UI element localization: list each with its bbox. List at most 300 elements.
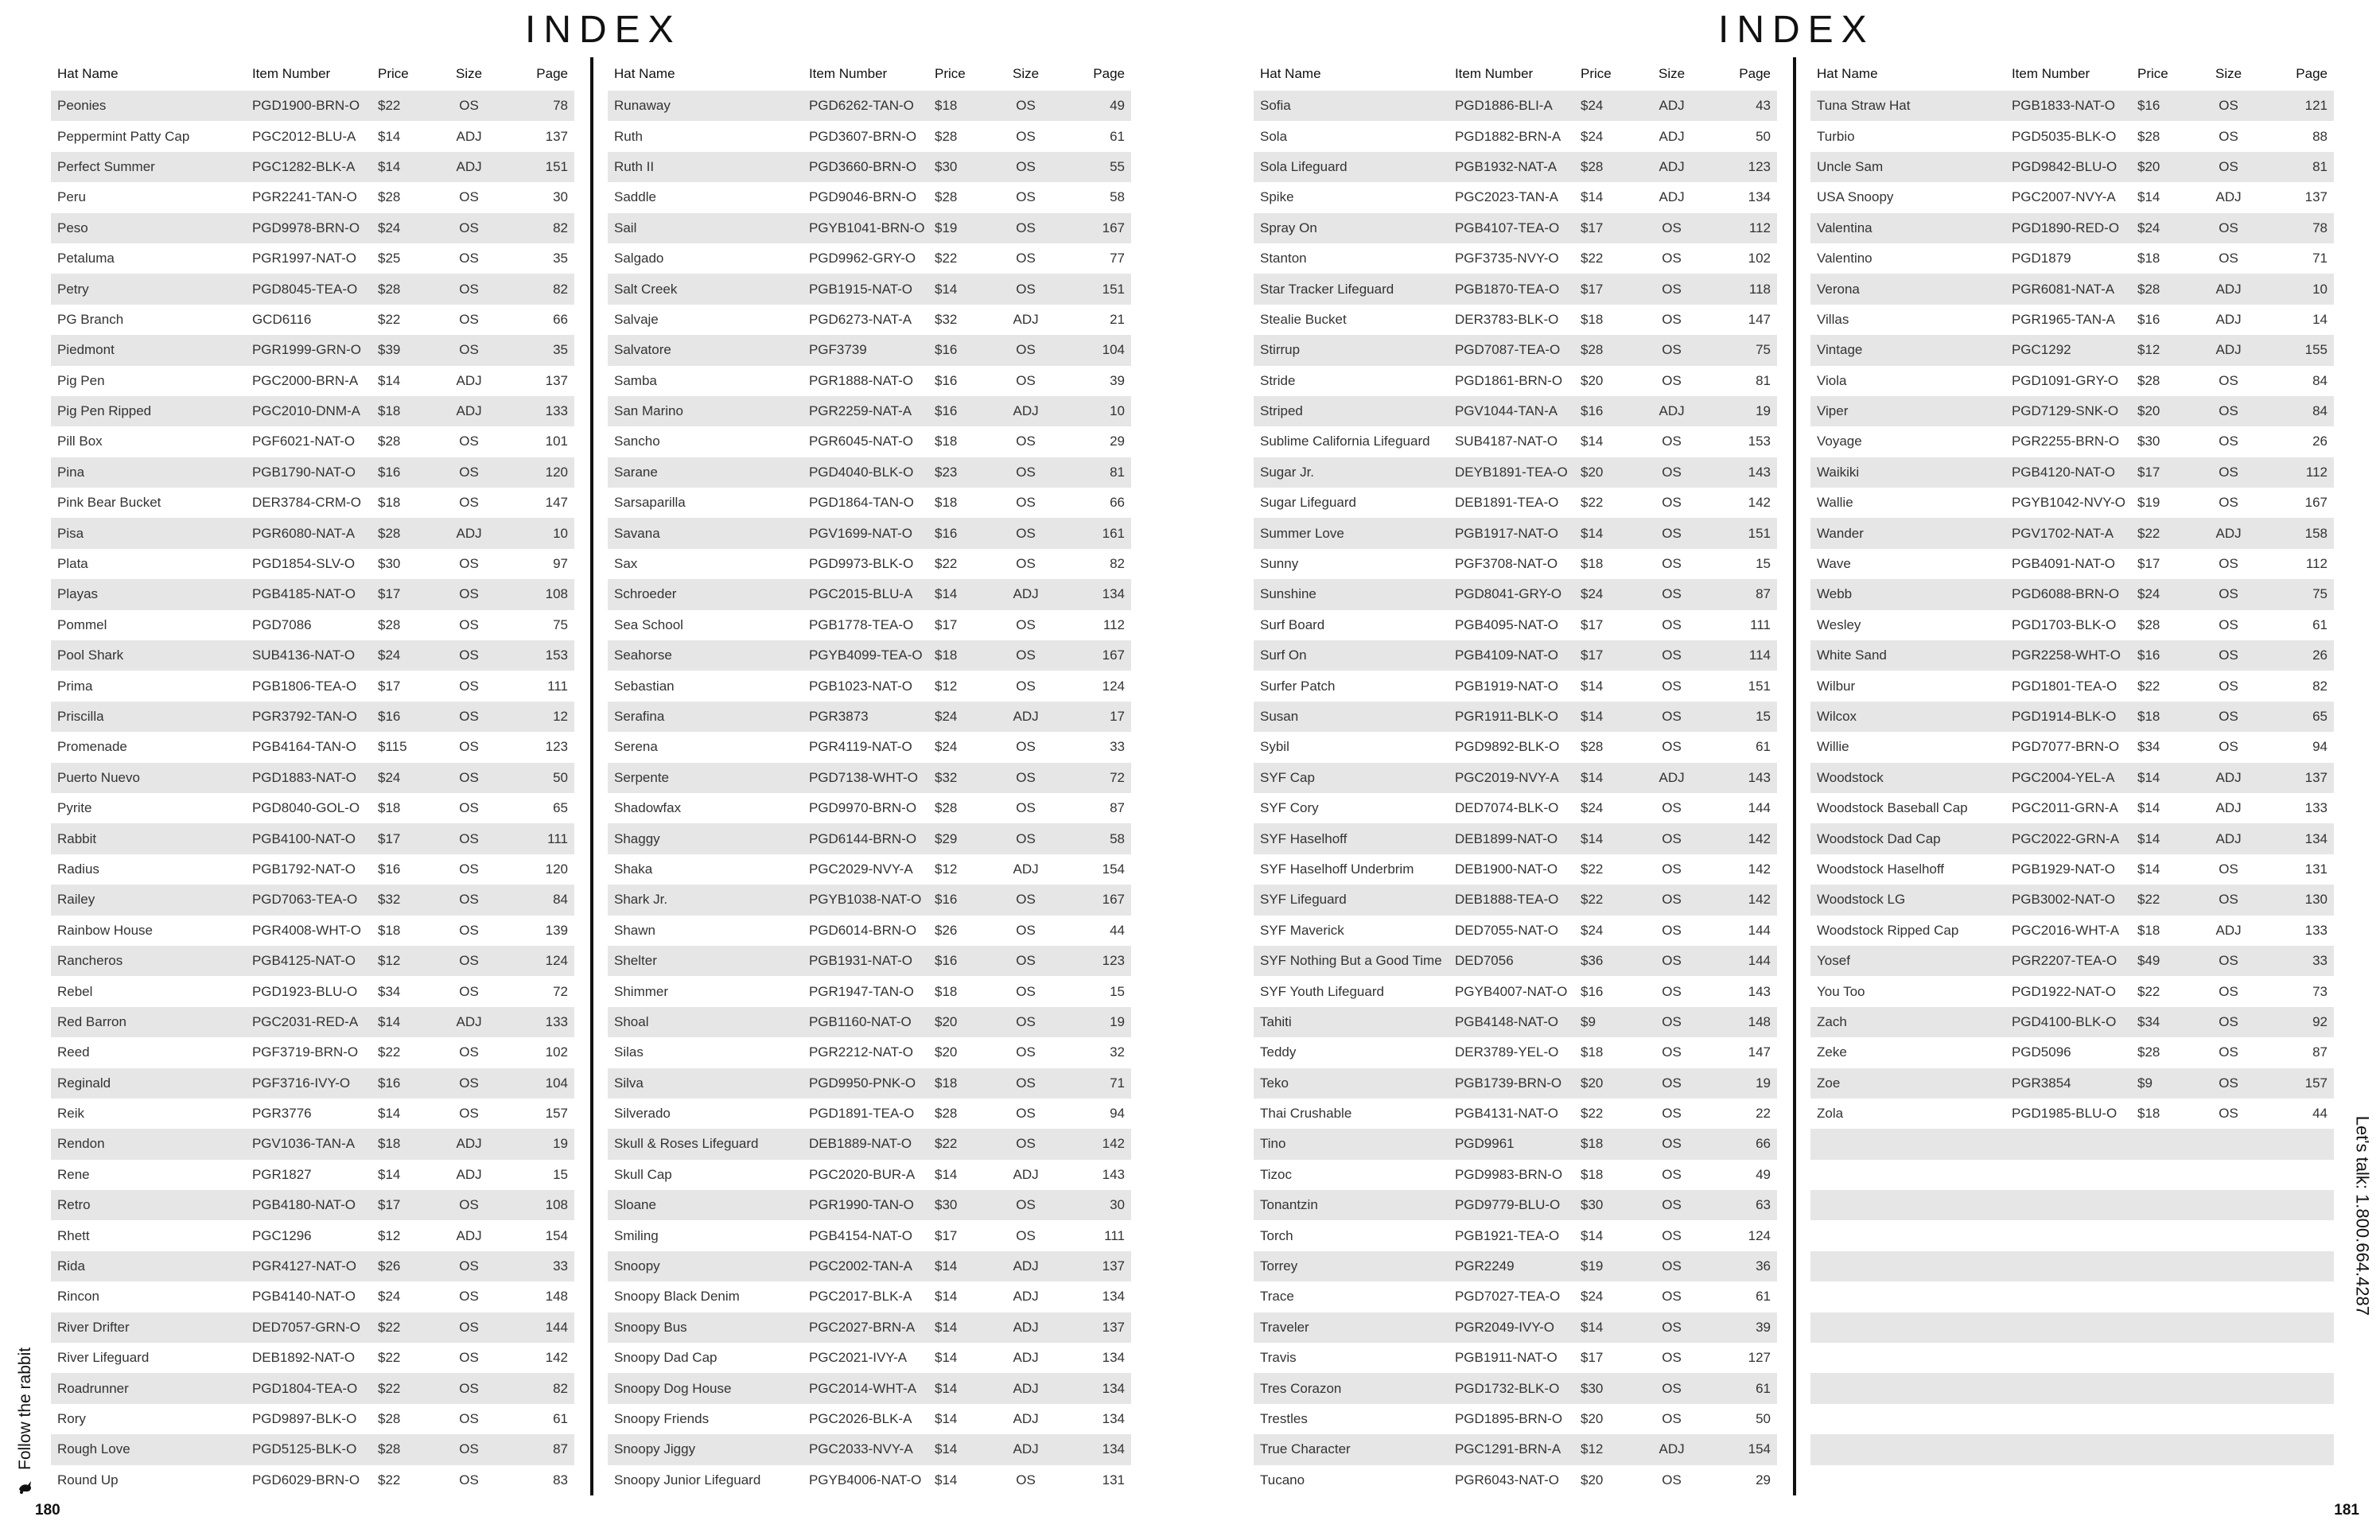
hat-name-cell: Tuna Straw Hat (1817, 98, 1911, 114)
table-row (608, 91, 1131, 121)
size-cell: OS (1016, 128, 1036, 144)
item-number-cell: PGB1806-TEA-O (251, 678, 357, 694)
size-cell: OS (1016, 372, 1036, 388)
price-cell: $22 (377, 1319, 401, 1335)
table-row (608, 1068, 1131, 1099)
hat-name-cell: Skull Cap (614, 1166, 672, 1182)
hat-name-cell: Sarane (614, 464, 658, 480)
item-number-cell: PGR1990-TAN-O (808, 1197, 914, 1213)
item-number-cell: PGD8045-TEA-O (251, 281, 358, 297)
page-ref-cell: 81 (2312, 158, 2328, 174)
price-cell: $12 (377, 1227, 401, 1243)
price-cell: $20 (2137, 403, 2160, 419)
price-cell: $24 (1580, 586, 1604, 602)
price-cell: $18 (377, 800, 401, 816)
page-ref-cell: 33 (1110, 739, 1125, 755)
price-cell: $18 (377, 1136, 401, 1152)
price-cell: $32 (377, 892, 401, 908)
hat-name-cell: Stanton (1260, 251, 1307, 266)
size-cell: OS (459, 1258, 479, 1274)
hat-name-cell: River Drifter (57, 1319, 130, 1335)
table-row (608, 396, 1131, 426)
price-cell: $32 (934, 769, 958, 785)
table-row (1254, 579, 1777, 609)
item-number-cell: PGYB1042-NVY-O (2011, 495, 2125, 511)
table-row (51, 702, 574, 732)
page-ref-cell: 72 (553, 983, 568, 999)
price-cell: $20 (1580, 1472, 1604, 1488)
table-row (1810, 426, 2334, 457)
page-ref-cell: 12 (553, 709, 568, 724)
table-row (608, 579, 1131, 609)
item-number-cell: PGD9892-BLK-O (1454, 739, 1560, 755)
price-cell: $28 (377, 434, 401, 449)
price-cell: $24 (1580, 922, 1604, 938)
item-number-cell: PGD1914-BLK-O (2011, 709, 2117, 724)
price-cell: $22 (1580, 892, 1604, 908)
price-cell: $20 (934, 1013, 958, 1029)
item-number-cell: PGB1792-NAT-O (251, 861, 356, 877)
item-number-cell: PGC2004-YEL-A (2011, 769, 2115, 785)
table-row (608, 1129, 1131, 1159)
hat-name-cell: Schroeder (614, 586, 677, 602)
hat-name-cell: Snoopy Black Denim (614, 1289, 740, 1305)
page-ref-cell: 142 (1748, 495, 1771, 511)
table-row (608, 763, 1131, 793)
size-cell: OS (459, 189, 479, 205)
header-item-number: Item Number (251, 66, 331, 81)
item-number-cell: PGB4107-TEA-O (1454, 220, 1560, 235)
price-cell: $32 (934, 311, 958, 327)
size-cell: ADJ (1013, 709, 1039, 724)
price-cell: $24 (1580, 1289, 1604, 1305)
header-price: Price (2137, 66, 2168, 81)
size-cell: ADJ (2215, 830, 2242, 846)
hat-name-cell: Woodstock Dad Cap (1817, 830, 1941, 846)
page-ref-cell: 10 (1110, 403, 1125, 419)
table-row (608, 1281, 1131, 1312)
price-cell: $12 (377, 953, 401, 969)
price-cell: $22 (377, 1380, 401, 1396)
item-number-cell: PGC2020-BUR-A (808, 1166, 916, 1182)
price-cell: $49 (2137, 953, 2160, 969)
size-cell: OS (1662, 616, 1682, 632)
size-cell: OS (2219, 434, 2238, 449)
table-row (1254, 610, 1777, 640)
price-cell: $17 (2137, 556, 2160, 572)
price-cell: $16 (2137, 98, 2160, 114)
table-row (51, 671, 574, 701)
price-cell: $14 (934, 1166, 958, 1182)
hat-name-cell: Trace (1260, 1289, 1294, 1305)
size-cell: ADJ (1659, 128, 1685, 144)
hat-name-cell: Sancho (614, 434, 660, 449)
price-cell: $16 (2137, 648, 2160, 663)
page-ref-cell: 15 (1756, 556, 1771, 572)
item-number-cell: PGD9950-PNK-O (808, 1075, 916, 1091)
item-number-cell: PGD3607-BRN-O (808, 128, 917, 144)
hat-name-cell: Rebel (57, 983, 93, 999)
hat-name-cell: Rainbow House (57, 922, 154, 938)
index-table (1810, 57, 2334, 1495)
size-cell: OS (1016, 1136, 1036, 1152)
page-ref-cell: 154 (1102, 861, 1125, 877)
item-number-cell: PGC2017-BLK-A (808, 1289, 912, 1305)
price-cell: $22 (2137, 892, 2160, 908)
table-row (1810, 1007, 2334, 1037)
table-row (51, 274, 574, 304)
size-cell: OS (2219, 1075, 2238, 1091)
table-row (1254, 1037, 1777, 1068)
hat-name-cell: SYF Youth Lifeguard (1260, 983, 1384, 999)
table-row (51, 1160, 574, 1190)
price-cell: $24 (934, 709, 958, 724)
size-cell: OS (1662, 648, 1682, 663)
table-row (51, 152, 574, 182)
size-cell: OS (459, 556, 479, 572)
page-ref-cell: 66 (1110, 495, 1125, 511)
item-number-cell: PGR1997-NAT-O (251, 251, 356, 266)
item-number-cell: PGC2033-NVY-A (808, 1441, 913, 1457)
price-cell: $14 (934, 1380, 958, 1396)
size-cell: OS (459, 769, 479, 785)
price-cell: $16 (934, 372, 958, 388)
table-row (608, 426, 1131, 457)
table-body (608, 91, 1131, 1495)
page-ref-cell: 33 (553, 1258, 568, 1274)
index-table (51, 57, 574, 1495)
item-number-cell: PGD1890-RED-O (2011, 220, 2120, 235)
price-cell: $22 (377, 98, 401, 114)
item-number-cell: PGD1895-BRN-O (1454, 1410, 1563, 1426)
size-cell: OS (459, 98, 479, 114)
table-row (51, 640, 574, 671)
table-row (1810, 946, 2334, 976)
item-number-cell: PGV1044-TAN-A (1454, 403, 1558, 419)
hat-name-cell: Verona (1817, 281, 1860, 297)
page-ref-cell: 137 (1102, 1258, 1125, 1274)
item-number-cell: PGYB4007-NAT-O (1454, 983, 1568, 999)
table-row (1810, 610, 2334, 640)
table-row (1254, 426, 1777, 457)
header-page-ref: Page (1739, 66, 1771, 81)
size-cell: OS (459, 1075, 479, 1091)
item-number-cell: PGD1923-BLU-O (251, 983, 358, 999)
hat-name-cell: Sugar Jr. (1260, 464, 1315, 480)
table-row (1810, 457, 2334, 488)
size-cell: ADJ (1013, 1410, 1039, 1426)
page-ref-cell: 148 (545, 1289, 568, 1305)
table-body (1254, 91, 1777, 1495)
hat-name-cell: Tahiti (1260, 1013, 1292, 1029)
price-cell: $22 (934, 556, 958, 572)
page-ref-cell: 144 (1748, 800, 1771, 816)
price-cell: $14 (1580, 830, 1604, 846)
header-page-ref: Page (536, 66, 568, 81)
page-ref-cell: 43 (1756, 98, 1771, 114)
page-ref-cell: 61 (2312, 616, 2328, 632)
item-number-cell: PGR6081-NAT-A (2011, 281, 2115, 297)
item-number-cell: PGF3708-NAT-O (1454, 556, 1558, 572)
item-number-cell: PGR4119-NAT-O (808, 739, 912, 755)
table-row (51, 1465, 574, 1495)
hat-name-cell: Sail (614, 220, 637, 235)
price-cell: $22 (377, 1044, 401, 1060)
table-row (1254, 916, 1777, 946)
price-cell: $28 (2137, 128, 2160, 144)
size-cell: OS (1016, 953, 1036, 969)
size-cell: OS (1662, 281, 1682, 297)
hat-name-cell: Woodstock Baseball Cap (1817, 800, 1968, 816)
table-row (51, 121, 574, 151)
table-row (1810, 335, 2334, 365)
size-cell: OS (1016, 922, 1036, 938)
size-cell: OS (2219, 983, 2238, 999)
size-cell: OS (1662, 1166, 1682, 1182)
item-number-cell: PGC1282-BLK-A (251, 158, 356, 174)
page-ref-cell: 133 (2304, 922, 2328, 938)
page-ref-cell: 33 (2312, 953, 2328, 969)
hat-name-cell: Salt Creek (614, 281, 678, 297)
page-ref-cell: 134 (1102, 586, 1125, 602)
page-ref-cell: 61 (553, 1410, 568, 1426)
item-number-cell: PGF3739 (808, 342, 867, 358)
price-cell: $28 (2137, 372, 2160, 388)
page-ref-cell: 134 (1102, 1380, 1125, 1396)
table-row (608, 976, 1131, 1006)
size-cell: OS (1662, 1258, 1682, 1274)
price-cell: $17 (934, 616, 958, 632)
price-cell: $17 (377, 586, 401, 602)
size-cell: OS (459, 1319, 479, 1335)
item-number-cell: PGD1732-BLK-O (1454, 1380, 1560, 1396)
page-ref-cell: 26 (2312, 648, 2328, 663)
page-ref-cell: 19 (1110, 1013, 1125, 1029)
page-ref-cell: 19 (1756, 403, 1771, 419)
page-ref-cell: 97 (553, 556, 568, 572)
page-ref-cell: 73 (2312, 983, 2328, 999)
table-row (1810, 793, 2334, 823)
hat-name-cell: Turbio (1817, 128, 1855, 144)
item-number-cell: PGYB4006-NAT-O (808, 1472, 922, 1488)
item-number-cell: PGB1023-NAT-O (808, 678, 913, 694)
hat-name-cell: Sublime California Lifeguard (1260, 434, 1430, 449)
item-number-cell: PGD5035-BLK-O (2011, 128, 2117, 144)
table-row (51, 243, 574, 274)
item-number-cell: DED7074-BLK-O (1454, 800, 1559, 816)
size-cell: ADJ (1013, 311, 1039, 327)
table-row (51, 1099, 574, 1129)
size-cell: OS (459, 861, 479, 877)
hat-name-cell: Pool Shark (57, 648, 124, 663)
item-number-cell: PGB4100-NAT-O (251, 830, 356, 846)
hat-name-cell: Salgado (614, 251, 664, 266)
price-cell: $22 (377, 1350, 401, 1366)
hat-name-cell: Retro (57, 1197, 91, 1213)
price-cell: $18 (1580, 1044, 1604, 1060)
item-number-cell: PGR2207-TEA-O (2011, 953, 2118, 969)
hat-name-cell: Woodstock LG (1817, 892, 1906, 908)
page-ref-cell: 104 (1102, 342, 1125, 358)
price-cell: $22 (1580, 1106, 1604, 1122)
price-cell: $17 (934, 1227, 958, 1243)
price-cell: $14 (377, 1166, 401, 1182)
table-row (608, 671, 1131, 701)
page-ref-cell: 154 (1748, 1441, 1771, 1457)
size-cell: ADJ (1659, 189, 1685, 205)
header-price: Price (934, 66, 966, 81)
page-ref-cell: 144 (545, 1319, 568, 1335)
hat-name-cell: Woodstock Haselhoff (1817, 861, 1945, 877)
page-ref-cell: 55 (1110, 158, 1125, 174)
price-cell: $17 (1580, 281, 1604, 297)
size-cell: OS (1016, 1197, 1036, 1213)
size-cell: OS (1016, 251, 1036, 266)
table-row (1254, 1465, 1777, 1495)
size-cell: ADJ (1013, 1258, 1039, 1274)
hat-name-cell: Rough Love (57, 1441, 130, 1457)
page-ref-cell: 81 (1756, 372, 1771, 388)
page-ref-cell: 78 (2312, 220, 2328, 235)
size-cell: OS (459, 983, 479, 999)
item-number-cell: PGB1919-NAT-O (1454, 678, 1559, 694)
size-cell: OS (459, 1410, 479, 1426)
price-cell: $24 (2137, 586, 2160, 602)
table-row (1254, 1129, 1777, 1159)
page-ref-cell: 134 (1748, 189, 1771, 205)
price-cell: $22 (2137, 678, 2160, 694)
price-cell: $18 (934, 434, 958, 449)
size-cell: OS (1662, 800, 1682, 816)
item-number-cell: PGD9962-GRY-O (808, 251, 916, 266)
price-cell: $14 (1580, 1319, 1604, 1335)
hat-name-cell: Smiling (614, 1227, 659, 1243)
size-cell: OS (459, 953, 479, 969)
price-cell: $16 (1580, 983, 1604, 999)
table-row (1810, 1220, 2334, 1250)
item-number-cell: PGB1790-NAT-O (251, 464, 356, 480)
page-ref-cell: 112 (1102, 616, 1125, 632)
page-ref-cell: 147 (545, 495, 568, 511)
table-row (1254, 1160, 1777, 1190)
price-cell: $14 (934, 1289, 958, 1305)
item-number-cell: PGB1833-NAT-O (2011, 98, 2116, 114)
table-row (1810, 1068, 2334, 1099)
item-number-cell: PGC2002-TAN-A (808, 1258, 913, 1274)
size-cell: OS (1662, 1289, 1682, 1305)
hat-name-cell: Shark Jr. (614, 892, 668, 908)
item-number-cell: PGC2011-GRN-A (2011, 800, 2118, 816)
hat-name-cell: Pill Box (57, 434, 103, 449)
price-cell: $30 (1580, 1197, 1604, 1213)
price-cell: $18 (934, 495, 958, 511)
size-cell: OS (2219, 158, 2238, 174)
price-cell: $18 (2137, 251, 2160, 266)
price-cell: $22 (934, 251, 958, 266)
hat-name-cell: Willie (1817, 739, 1849, 755)
hat-name-cell: Radius (57, 861, 99, 877)
hat-name-cell: Playas (57, 586, 99, 602)
price-cell: $19 (934, 220, 958, 235)
table-row (51, 946, 574, 976)
size-cell: OS (1016, 1044, 1036, 1060)
item-number-cell: PGV1702-NAT-A (2011, 525, 2114, 541)
page-ref-cell: 10 (553, 525, 568, 541)
item-number-cell: GCD6116 (251, 311, 312, 327)
header-size: Size (1659, 66, 1686, 81)
table-row (51, 1129, 574, 1159)
table-row (608, 274, 1131, 304)
size-cell: ADJ (1659, 98, 1685, 114)
hat-name-cell: Peppermint Patty Cap (57, 128, 190, 144)
table-row (1810, 396, 2334, 426)
size-cell: OS (1662, 1472, 1682, 1488)
hat-name-cell: Reginald (57, 1075, 111, 1091)
hat-name-cell: SYF Cory (1260, 800, 1319, 816)
size-cell: OS (1016, 1075, 1036, 1091)
table-row (1810, 763, 2334, 793)
price-cell: $17 (1580, 1350, 1604, 1366)
table-row (608, 732, 1131, 762)
page-ref-cell: 84 (2312, 403, 2328, 419)
table-row (1810, 121, 2334, 151)
hat-name-cell: Silva (614, 1075, 644, 1091)
table-row (1254, 1404, 1777, 1434)
size-cell: OS (1662, 220, 1682, 235)
table-row (608, 702, 1131, 732)
item-number-cell: PGB4148-NAT-O (1454, 1013, 1559, 1029)
item-number-cell: PGD1854-SLV-O (251, 556, 356, 572)
price-cell: $20 (1580, 372, 1604, 388)
page-ref-cell: 157 (2304, 1075, 2328, 1091)
page-ref-cell: 134 (1102, 1350, 1125, 1366)
page-ref-cell: 92 (2312, 1013, 2328, 1029)
price-cell: $22 (377, 1472, 401, 1488)
item-number-cell: PGD9779-BLU-O (1454, 1197, 1561, 1213)
hat-name-cell: Peso (57, 220, 88, 235)
size-cell: OS (459, 922, 479, 938)
hat-name-cell: Trestles (1260, 1410, 1308, 1426)
price-cell: $24 (377, 1289, 401, 1305)
item-number-cell: PGR2049-IVY-O (1454, 1319, 1554, 1335)
size-cell: OS (1662, 1044, 1682, 1060)
item-number-cell: PGC2000-BRN-A (251, 372, 359, 388)
item-number-cell: PGC2012-BLU-A (251, 128, 356, 144)
price-cell: $24 (377, 220, 401, 235)
item-number-cell: DEB1889-NAT-O (808, 1136, 912, 1152)
size-cell: OS (2219, 678, 2238, 694)
hat-name-cell: Yosef (1817, 953, 1850, 969)
item-number-cell: PGB4131-NAT-O (1454, 1106, 1559, 1122)
table-row (1810, 549, 2334, 579)
hat-name-cell: Pig Pen Ripped (57, 403, 152, 419)
item-number-cell: PGD9978-BRN-O (251, 220, 360, 235)
table-row (1254, 1099, 1777, 1129)
item-number-cell: PGC1296 (251, 1227, 312, 1243)
price-cell: $14 (934, 1472, 958, 1488)
size-cell: OS (2219, 556, 2238, 572)
item-number-cell: PGC2007-NVY-A (2011, 189, 2116, 205)
hat-name-cell: Villas (1817, 311, 1849, 327)
item-number-cell: PGB1778-TEA-O (808, 616, 914, 632)
table-row (1254, 793, 1777, 823)
size-cell: OS (1662, 1380, 1682, 1396)
hat-name-cell: Ruth (614, 128, 643, 144)
page-ref-cell: 155 (2304, 342, 2328, 358)
table-row (1810, 305, 2334, 335)
page-ref-cell: 153 (1748, 434, 1771, 449)
price-cell: $39 (377, 342, 401, 358)
